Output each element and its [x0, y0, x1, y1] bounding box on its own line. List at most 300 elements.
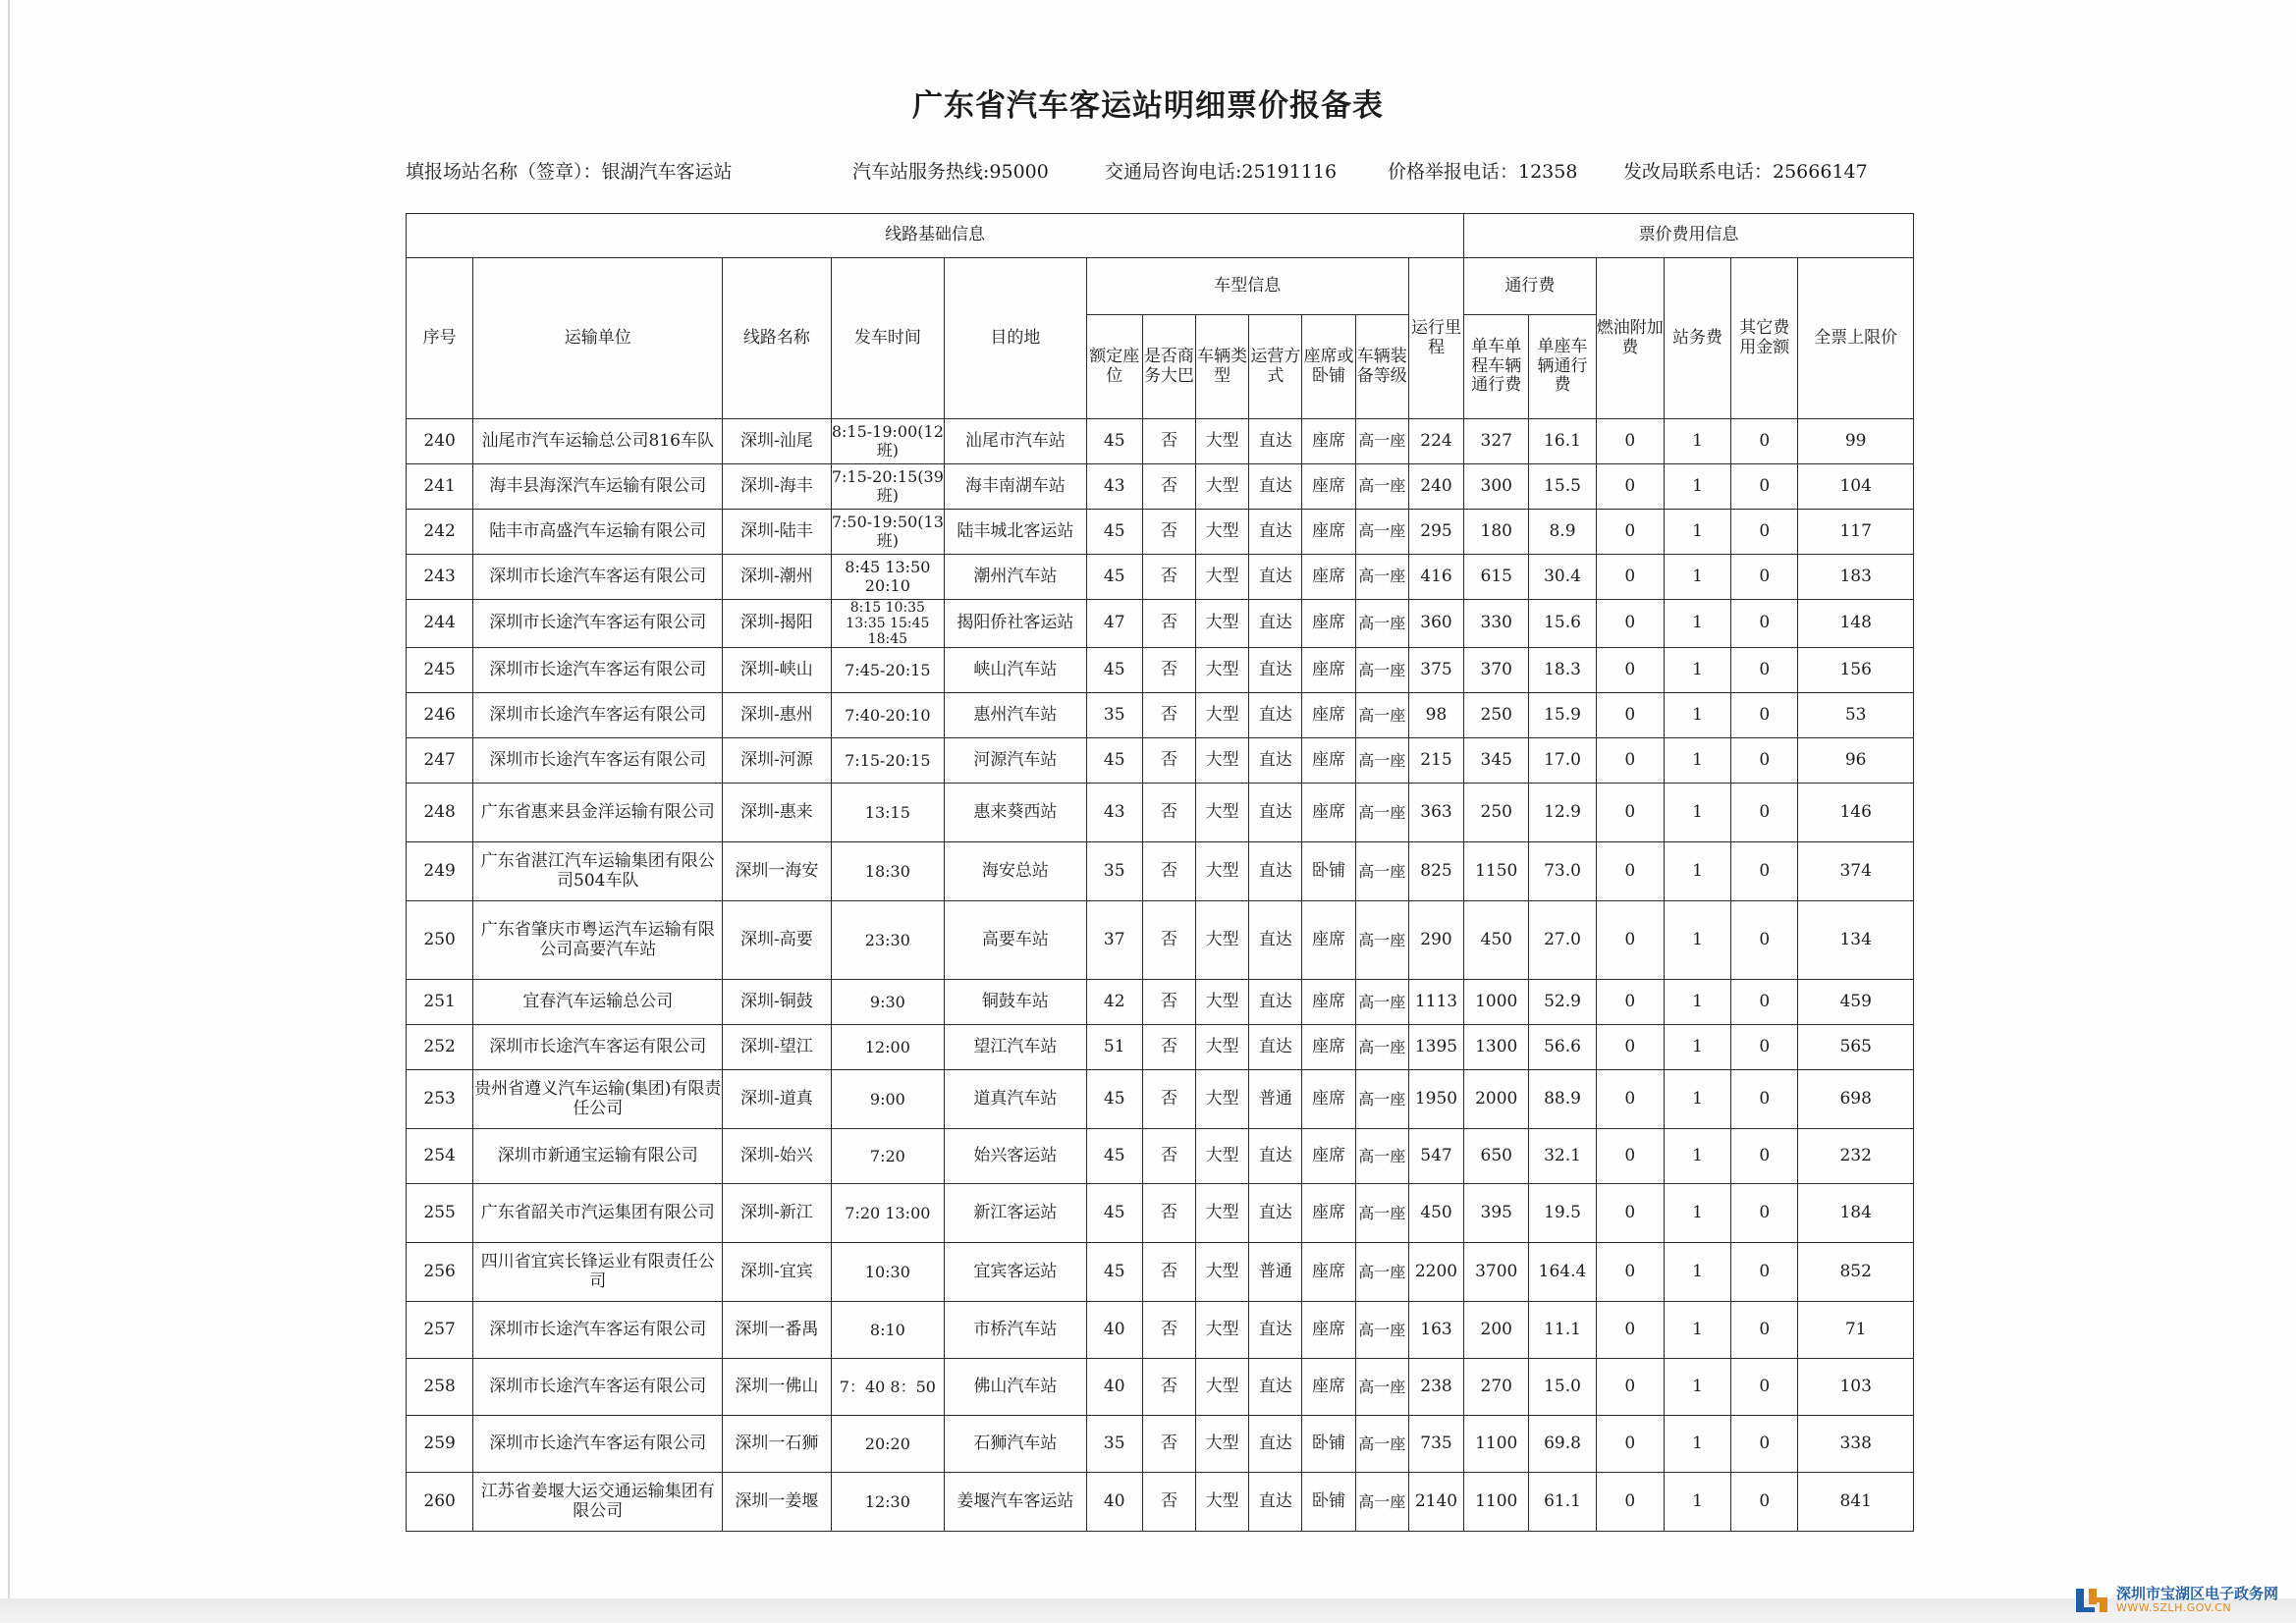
cell-toll-single-trip: 250 [1464, 784, 1529, 842]
cell-toll-single-trip: 200 [1464, 1302, 1529, 1359]
header-no: 序号 [407, 258, 473, 419]
table-row [407, 648, 1914, 693]
cell-departure: 20:20 [831, 1416, 944, 1473]
cell-fuel-surcharge: 0 [1596, 1416, 1664, 1473]
cell-no: 258 [407, 1359, 473, 1416]
cell-other-fee: 0 [1731, 1359, 1798, 1416]
cell-station-fee: 1 [1664, 842, 1730, 901]
cell-departure: 23:30 [831, 901, 944, 980]
cell-operator: 广东省韶关市汽运集团有限公司 [473, 1184, 723, 1243]
cell-departure: 13:15 [831, 784, 944, 842]
cell-station-fee: 1 [1664, 510, 1730, 555]
cell-toll-single-trip: 1300 [1464, 1025, 1529, 1070]
cell-seat-sleeper: 座席 [1302, 1302, 1355, 1359]
header-seats: 额定座位 [1086, 315, 1142, 419]
cell-operation-mode: 普通 [1249, 1243, 1302, 1302]
cell-fuel-surcharge: 0 [1596, 600, 1664, 648]
cell-no: 259 [407, 1416, 473, 1473]
cell-operation-mode: 直达 [1249, 600, 1302, 648]
cell-other-fee: 0 [1731, 980, 1798, 1025]
cell-vehicle-type: 大型 [1196, 1359, 1249, 1416]
cell-other-fee: 0 [1731, 738, 1798, 784]
cell-mileage: 224 [1408, 419, 1463, 464]
table-row [407, 842, 1914, 901]
section-fare-info: 票价费用信息 [1464, 214, 1914, 258]
cell-equipment-level: 高一座 [1355, 600, 1408, 648]
cell-destination: 河源汽车站 [945, 738, 1087, 784]
cell-mileage: 215 [1408, 738, 1463, 784]
cell-operation-mode: 直达 [1249, 510, 1302, 555]
info-transport-bureau: 交通局咨询电话:25191116 [1105, 161, 1338, 183]
cell-operation-mode: 直达 [1249, 1416, 1302, 1473]
cell-business-bus: 否 [1142, 464, 1195, 510]
cell-equipment-level: 高一座 [1355, 555, 1408, 600]
cell-departure: 8:10 [831, 1302, 944, 1359]
cell-seat-sleeper: 座席 [1302, 555, 1355, 600]
cell-toll-per-seat: 15.9 [1529, 693, 1596, 738]
cell-toll-single-trip: 1100 [1464, 1473, 1529, 1532]
cell-seat-sleeper: 座席 [1302, 600, 1355, 648]
section-route-basic: 线路基础信息 [407, 214, 1464, 258]
cell-fuel-surcharge: 0 [1596, 842, 1664, 901]
cell-departure: 7:45-20:15 [831, 648, 944, 693]
cell-equipment-level: 高一座 [1355, 738, 1408, 784]
table-row [407, 419, 1914, 464]
cell-ticket-cap: 374 [1798, 842, 1914, 901]
cell-toll-single-trip: 450 [1464, 901, 1529, 980]
header-departure: 发车时间 [831, 258, 944, 419]
cell-other-fee: 0 [1731, 600, 1798, 648]
cell-vehicle-type: 大型 [1196, 419, 1249, 464]
cell-seat-sleeper: 座席 [1302, 1243, 1355, 1302]
cell-mileage: 163 [1408, 1302, 1463, 1359]
cell-vehicle-type: 大型 [1196, 1129, 1249, 1184]
cell-operator: 宜春汽车运输总公司 [473, 980, 723, 1025]
table-row [407, 1129, 1914, 1184]
table-row [407, 555, 1914, 600]
cell-destination: 道真汽车站 [945, 1070, 1087, 1129]
cell-departure: 8:15-19:00(12班) [831, 419, 944, 464]
cell-operator: 陆丰市高盛汽车运输有限公司 [473, 510, 723, 555]
table-row [407, 901, 1914, 980]
cell-seats: 47 [1086, 600, 1142, 648]
cell-operation-mode: 直达 [1249, 464, 1302, 510]
cell-seats: 45 [1086, 648, 1142, 693]
cell-ticket-cap: 146 [1798, 784, 1914, 842]
cell-equipment-level: 高一座 [1355, 419, 1408, 464]
table-row [407, 600, 1914, 648]
header-toll-single-trip: 单车单程车辆通行费 [1464, 315, 1529, 419]
cell-business-bus: 否 [1142, 1473, 1195, 1532]
cell-other-fee: 0 [1731, 693, 1798, 738]
cell-equipment-level: 高一座 [1355, 1416, 1408, 1473]
cell-seats: 37 [1086, 901, 1142, 980]
cell-seats: 45 [1086, 510, 1142, 555]
cell-route: 深圳-汕尾 [723, 419, 831, 464]
header-ticket-cap: 全票上限价 [1798, 258, 1914, 419]
table-row [407, 1416, 1914, 1473]
cell-route: 深圳一番禺 [723, 1302, 831, 1359]
cell-other-fee: 0 [1731, 555, 1798, 600]
cell-ticket-cap: 841 [1798, 1473, 1914, 1532]
cell-equipment-level: 高一座 [1355, 1070, 1408, 1129]
cell-station-fee: 1 [1664, 1025, 1730, 1070]
cell-no: 249 [407, 842, 473, 901]
cell-operation-mode: 直达 [1249, 784, 1302, 842]
cell-seat-sleeper: 座席 [1302, 784, 1355, 842]
cell-seat-sleeper: 座席 [1302, 648, 1355, 693]
cell-operator: 深圳市长途汽车客运有限公司 [473, 1416, 723, 1473]
cell-toll-per-seat: 18.3 [1529, 648, 1596, 693]
cell-toll-per-seat: 73.0 [1529, 842, 1596, 901]
cell-operation-mode: 直达 [1249, 738, 1302, 784]
cell-destination: 始兴客运站 [945, 1129, 1087, 1184]
header-route: 线路名称 [723, 258, 831, 419]
cell-toll-single-trip: 250 [1464, 693, 1529, 738]
cell-other-fee: 0 [1731, 1184, 1798, 1243]
table-row [407, 464, 1914, 510]
cell-toll-per-seat: 32.1 [1529, 1129, 1596, 1184]
cell-other-fee: 0 [1731, 1243, 1798, 1302]
cell-ticket-cap: 156 [1798, 648, 1914, 693]
cell-no: 251 [407, 980, 473, 1025]
cell-destination: 陆丰城北客运站 [945, 510, 1087, 555]
table-row [407, 1025, 1914, 1070]
cell-no: 257 [407, 1302, 473, 1359]
info-station: 填报场站名称（签章）：银湖汽车客运站 [406, 161, 733, 183]
table-row [407, 510, 1914, 555]
cell-mileage: 98 [1408, 693, 1463, 738]
cell-no: 242 [407, 510, 473, 555]
cell-route: 深圳一海安 [723, 842, 831, 901]
lh-logo-icon [2073, 1586, 2110, 1615]
cell-departure: 7：40 8：50 [831, 1359, 944, 1416]
watermark-site-name: 深圳市宝湖区电子政务网 [2115, 1585, 2278, 1603]
cell-departure: 12:30 [831, 1473, 944, 1532]
cell-business-bus: 否 [1142, 600, 1195, 648]
cell-fuel-surcharge: 0 [1596, 980, 1664, 1025]
cell-toll-single-trip: 395 [1464, 1184, 1529, 1243]
cell-seats: 45 [1086, 419, 1142, 464]
cell-business-bus: 否 [1142, 1184, 1195, 1243]
cell-destination: 海安总站 [945, 842, 1087, 901]
cell-operator: 深圳市长途汽车客运有限公司 [473, 648, 723, 693]
cell-seat-sleeper: 座席 [1302, 419, 1355, 464]
cell-no: 247 [407, 738, 473, 784]
cell-seat-sleeper: 座席 [1302, 1070, 1355, 1129]
cell-route: 深圳-惠来 [723, 784, 831, 842]
table-row [407, 784, 1914, 842]
cell-operator: 深圳市长途汽车客运有限公司 [473, 693, 723, 738]
cell-seat-sleeper: 卧铺 [1302, 842, 1355, 901]
cell-destination: 高要车站 [945, 901, 1087, 980]
cell-seat-sleeper: 座席 [1302, 1184, 1355, 1243]
cell-operator: 深圳市长途汽车客运有限公司 [473, 600, 723, 648]
cell-destination: 佛山汽车站 [945, 1359, 1087, 1416]
cell-mileage: 450 [1408, 1184, 1463, 1243]
cell-vehicle-type: 大型 [1196, 901, 1249, 980]
cell-no: 255 [407, 1184, 473, 1243]
cell-route: 深圳-铜鼓 [723, 980, 831, 1025]
cell-toll-single-trip: 370 [1464, 648, 1529, 693]
cell-seat-sleeper: 卧铺 [1302, 1473, 1355, 1532]
cell-other-fee: 0 [1731, 1416, 1798, 1473]
cell-fuel-surcharge: 0 [1596, 419, 1664, 464]
cell-mileage: 416 [1408, 555, 1463, 600]
cell-operation-mode: 直达 [1249, 842, 1302, 901]
cell-ticket-cap: 104 [1798, 464, 1914, 510]
cell-route: 深圳-高要 [723, 901, 831, 980]
header-equipment-level: 车辆装备等级 [1355, 315, 1408, 419]
cell-mileage: 363 [1408, 784, 1463, 842]
cell-station-fee: 1 [1664, 738, 1730, 784]
cell-seat-sleeper: 座席 [1302, 901, 1355, 980]
cell-vehicle-type: 大型 [1196, 842, 1249, 901]
cell-toll-single-trip: 1150 [1464, 842, 1529, 901]
cell-mileage: 735 [1408, 1416, 1463, 1473]
header-mileage: 运行里程 [1408, 258, 1463, 419]
cell-no: 252 [407, 1025, 473, 1070]
cell-equipment-level: 高一座 [1355, 901, 1408, 980]
cell-seat-sleeper: 座席 [1302, 1129, 1355, 1184]
site-watermark [2073, 1586, 2278, 1615]
cell-other-fee: 0 [1731, 1025, 1798, 1070]
cell-vehicle-type: 大型 [1196, 600, 1249, 648]
cell-route: 深圳-揭阳 [723, 600, 831, 648]
cell-ticket-cap: 53 [1798, 693, 1914, 738]
cell-vehicle-type: 大型 [1196, 555, 1249, 600]
cell-route: 深圳-峡山 [723, 648, 831, 693]
cell-toll-per-seat: 11.1 [1529, 1302, 1596, 1359]
cell-other-fee: 0 [1731, 784, 1798, 842]
cell-seat-sleeper: 座席 [1302, 1025, 1355, 1070]
cell-business-bus: 否 [1142, 1302, 1195, 1359]
cell-other-fee: 0 [1731, 1129, 1798, 1184]
cell-operator: 四川省宜宾长锋运业有限责任公司 [473, 1243, 723, 1302]
cell-equipment-level: 高一座 [1355, 1129, 1408, 1184]
cell-destination: 揭阳侨社客运站 [945, 600, 1087, 648]
cell-no: 246 [407, 693, 473, 738]
cell-ticket-cap: 71 [1798, 1302, 1914, 1359]
fare-table [406, 213, 1914, 1532]
cell-vehicle-type: 大型 [1196, 1243, 1249, 1302]
cell-departure: 7:20 [831, 1129, 944, 1184]
cell-toll-single-trip: 327 [1464, 419, 1529, 464]
cell-equipment-level: 高一座 [1355, 648, 1408, 693]
cell-toll-single-trip: 330 [1464, 600, 1529, 648]
table-row [407, 1184, 1914, 1243]
cell-toll-single-trip: 650 [1464, 1129, 1529, 1184]
cell-station-fee: 1 [1664, 555, 1730, 600]
cell-fuel-surcharge: 0 [1596, 1302, 1664, 1359]
cell-no: 250 [407, 901, 473, 980]
cell-fuel-surcharge: 0 [1596, 784, 1664, 842]
cell-no: 241 [407, 464, 473, 510]
cell-departure: 9:00 [831, 1070, 944, 1129]
cell-station-fee: 1 [1664, 600, 1730, 648]
cell-operation-mode: 直达 [1249, 980, 1302, 1025]
cell-seats: 40 [1086, 1302, 1142, 1359]
cell-mileage: 240 [1408, 464, 1463, 510]
cell-destination: 姜堰汽车客运站 [945, 1473, 1087, 1532]
info-ndrc: 发改局联系电话：25666147 [1623, 161, 1868, 183]
cell-no: 253 [407, 1070, 473, 1129]
cell-ticket-cap: 565 [1798, 1025, 1914, 1070]
page-edge [8, 0, 10, 1600]
cell-fuel-surcharge: 0 [1596, 693, 1664, 738]
cell-seats: 42 [1086, 980, 1142, 1025]
cell-toll-single-trip: 1100 [1464, 1416, 1529, 1473]
cell-ticket-cap: 134 [1798, 901, 1914, 980]
cell-toll-single-trip: 1000 [1464, 980, 1529, 1025]
cell-route: 深圳-潮州 [723, 555, 831, 600]
table-row [407, 1070, 1914, 1129]
cell-route: 深圳-陆丰 [723, 510, 831, 555]
cell-destination: 汕尾市汽车站 [945, 419, 1087, 464]
cell-ticket-cap: 96 [1798, 738, 1914, 784]
cell-mileage: 1395 [1408, 1025, 1463, 1070]
cell-toll-per-seat: 15.6 [1529, 600, 1596, 648]
cell-fuel-surcharge: 0 [1596, 901, 1664, 980]
cell-business-bus: 否 [1142, 842, 1195, 901]
cell-vehicle-type: 大型 [1196, 510, 1249, 555]
cell-station-fee: 1 [1664, 901, 1730, 980]
cell-fuel-surcharge: 0 [1596, 648, 1664, 693]
cell-ticket-cap: 183 [1798, 555, 1914, 600]
cell-mileage: 290 [1408, 901, 1463, 980]
cell-station-fee: 1 [1664, 648, 1730, 693]
table-row [407, 738, 1914, 784]
cell-departure: 18:30 [831, 842, 944, 901]
cell-business-bus: 否 [1142, 1243, 1195, 1302]
cell-fuel-surcharge: 0 [1596, 738, 1664, 784]
cell-ticket-cap: 852 [1798, 1243, 1914, 1302]
cell-ticket-cap: 148 [1798, 600, 1914, 648]
cell-route: 深圳-宜宾 [723, 1243, 831, 1302]
cell-operation-mode: 直达 [1249, 1359, 1302, 1416]
cell-vehicle-type: 大型 [1196, 784, 1249, 842]
cell-ticket-cap: 459 [1798, 980, 1914, 1025]
cell-station-fee: 1 [1664, 1070, 1730, 1129]
cell-vehicle-type: 大型 [1196, 1416, 1249, 1473]
cell-business-bus: 否 [1142, 1416, 1195, 1473]
document-title: 广东省汽车客运站明细票价报备表 [912, 88, 1384, 124]
cell-toll-per-seat: 69.8 [1529, 1416, 1596, 1473]
header-toll: 通行费 [1464, 258, 1597, 315]
cell-station-fee: 1 [1664, 784, 1730, 842]
cell-seats: 51 [1086, 1025, 1142, 1070]
cell-business-bus: 否 [1142, 784, 1195, 842]
cell-route: 深圳一佛山 [723, 1359, 831, 1416]
cell-fuel-surcharge: 0 [1596, 1129, 1664, 1184]
cell-seat-sleeper: 座席 [1302, 693, 1355, 738]
table-row [407, 1473, 1914, 1532]
cell-business-bus: 否 [1142, 419, 1195, 464]
cell-equipment-level: 高一座 [1355, 510, 1408, 555]
cell-other-fee: 0 [1731, 842, 1798, 901]
cell-operation-mode: 直达 [1249, 1184, 1302, 1243]
cell-operator: 深圳市长途汽车客运有限公司 [473, 1302, 723, 1359]
cell-departure: 7:20 13:00 [831, 1184, 944, 1243]
cell-no: 240 [407, 419, 473, 464]
cell-toll-per-seat: 88.9 [1529, 1070, 1596, 1129]
cell-route: 深圳-海丰 [723, 464, 831, 510]
cell-business-bus: 否 [1142, 738, 1195, 784]
header-other-fee: 其它费用金额 [1731, 258, 1798, 419]
cell-vehicle-type: 大型 [1196, 1070, 1249, 1129]
cell-seat-sleeper: 座席 [1302, 510, 1355, 555]
cell-departure: 7:15-20:15(39班) [831, 464, 944, 510]
cell-departure: 7:50-19:50(13班) [831, 510, 944, 555]
cell-station-fee: 1 [1664, 693, 1730, 738]
table-row [407, 1302, 1914, 1359]
cell-toll-per-seat: 61.1 [1529, 1473, 1596, 1532]
cell-seats: 45 [1086, 1184, 1142, 1243]
cell-departure: 12:00 [831, 1025, 944, 1070]
cell-seat-sleeper: 座席 [1302, 980, 1355, 1025]
header-business-bus: 是否商务大巴 [1142, 315, 1195, 419]
cell-vehicle-type: 大型 [1196, 738, 1249, 784]
cell-operation-mode: 直达 [1249, 419, 1302, 464]
cell-toll-single-trip: 270 [1464, 1359, 1529, 1416]
cell-no: 248 [407, 784, 473, 842]
cell-destination: 铜鼓车站 [945, 980, 1087, 1025]
cell-toll-per-seat: 12.9 [1529, 784, 1596, 842]
cell-route: 深圳-望江 [723, 1025, 831, 1070]
cell-equipment-level: 高一座 [1355, 693, 1408, 738]
info-price-report: 价格举报电话：12358 [1388, 161, 1578, 183]
cell-other-fee: 0 [1731, 419, 1798, 464]
cell-toll-per-seat: 30.4 [1529, 555, 1596, 600]
cell-seats: 35 [1086, 842, 1142, 901]
cell-operator: 广东省惠来县金洋运输有限公司 [473, 784, 723, 842]
cell-toll-per-seat: 15.0 [1529, 1359, 1596, 1416]
cell-equipment-level: 高一座 [1355, 464, 1408, 510]
cell-toll-per-seat: 8.9 [1529, 510, 1596, 555]
cell-vehicle-type: 大型 [1196, 1473, 1249, 1532]
cell-equipment-level: 高一座 [1355, 1302, 1408, 1359]
cell-other-fee: 0 [1731, 510, 1798, 555]
table-row [407, 693, 1914, 738]
cell-no: 256 [407, 1243, 473, 1302]
cell-operator: 江苏省姜堰大运交通运输集团有限公司 [473, 1473, 723, 1532]
cell-ticket-cap: 99 [1798, 419, 1914, 464]
cell-operator: 贵州省遵义汽车运输(集团)有限责任公司 [473, 1070, 723, 1129]
cell-seats: 45 [1086, 1129, 1142, 1184]
cell-vehicle-type: 大型 [1196, 464, 1249, 510]
cell-no: 260 [407, 1473, 473, 1532]
cell-vehicle-type: 大型 [1196, 1025, 1249, 1070]
cell-route: 深圳-河源 [723, 738, 831, 784]
cell-business-bus: 否 [1142, 1070, 1195, 1129]
cell-route: 深圳-新江 [723, 1184, 831, 1243]
cell-seat-sleeper: 座席 [1302, 464, 1355, 510]
cell-seats: 45 [1086, 738, 1142, 784]
cell-operation-mode: 直达 [1249, 1473, 1302, 1532]
cell-operator: 深圳市长途汽车客运有限公司 [473, 555, 723, 600]
cell-equipment-level: 高一座 [1355, 1243, 1408, 1302]
cell-destination: 惠来葵西站 [945, 784, 1087, 842]
cell-toll-single-trip: 300 [1464, 464, 1529, 510]
cell-ticket-cap: 103 [1798, 1359, 1914, 1416]
cell-seats: 35 [1086, 1416, 1142, 1473]
cell-destination: 宜宾客运站 [945, 1243, 1087, 1302]
cell-vehicle-type: 大型 [1196, 1302, 1249, 1359]
cell-business-bus: 否 [1142, 1359, 1195, 1416]
cell-business-bus: 否 [1142, 510, 1195, 555]
cell-operator: 广东省湛江汽车运输集团有限公司504车队 [473, 842, 723, 901]
cell-no: 254 [407, 1129, 473, 1184]
